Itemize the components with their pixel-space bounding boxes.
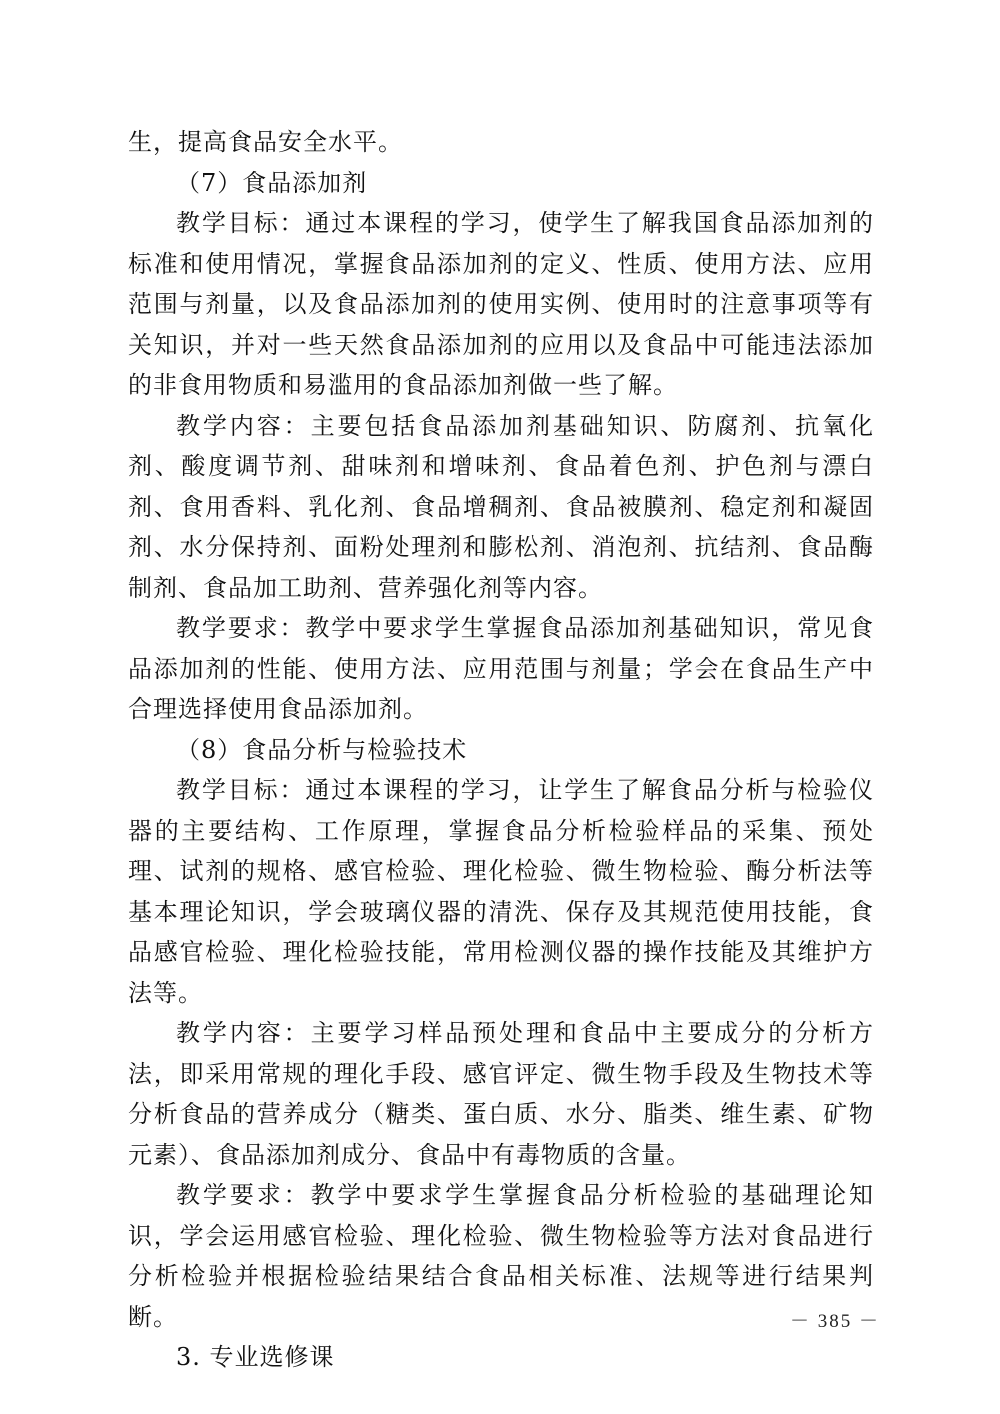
next-section-heading: 3. 专业选修课 (176, 1343, 335, 1371)
section-requirement-paragraph: 教学要求：教学中要求学生掌握食品添加剂基础知识，常见食品添加剂的性能、使用方法、应用范围与剂量；学会在食品生产中合理选择使用食品添加剂。 (128, 614, 874, 723)
section-goal-paragraph: 教学目标：通过本课程的学习，让学生了解食品分析与检验仪器的主要结构、工作原理，掌握食品分析检验样品的采集、预处理、试剂的规格、感官检验、理化检验、微生物检验、酶分析法等基本理论知识，学会玻璃仪器的清洗、保存及其规范使用技能，食品感官检验、理化检验技能，常用检测仪器的操作技能及其维护方法等。 (128, 776, 874, 1007)
section-content-paragraph: 教学内容：主要包括食品添加剂基础知识、防腐剂、抗氧化剂、酸度调节剂、甜味剂和增味剂、食品着色剂、护色剂与漂白剂、食用香料、乳化剂、食品增稠剂、食品被膜剂、稳定剂和凝固剂、水分保持剂、面粉处理剂和膨松剂、消泡剂、抗结剂、食品酶制剂、食品加工助剂、营养强化剂等内容。 (128, 411, 874, 602)
section-goal-paragraph: 教学目标：通过本课程的学习，使学生了解我国食品添加剂的标准和使用情况，掌握食品添加剂的定义、性质、使用方法、应用范围与剂量，以及食品添加剂的使用实例、使用时的注意事项等有关知识，并对一些天然食品添加剂的应用以及食品中可能违法添加的非食用物质和易滥用的食品添加剂做一些了解。 (128, 209, 874, 399)
section-heading-food-analysis: （8）食品分析与检验技术 (176, 735, 468, 764)
document-body (128, 122, 874, 1378)
lead-paragraph: 生，提高食品安全水平。 (128, 128, 403, 156)
page-number: － 385 － (790, 1311, 881, 1332)
section-heading-food-additives: （7）食品添加剂 (176, 168, 368, 197)
section-content-paragraph: 教学内容：主要学习样品预处理和食品中主要成分的分析方法，即采用常规的理化手段、感官评定、微生物手段及生物技术等分析食品的营养成分（糖类、蛋白质、水分、脂类、维生素、矿物元素）、食品添加剂成分、食品中有毒物质的含量。 (128, 1019, 874, 1169)
section-requirement-paragraph: 教学要求：教学中要求学生掌握食品分析检验的基础理论知识，学会运用感官检验、理化检验、微生物检验等方法对食品进行分析检验并根据检验结果结合食品相关标准、法规等进行结果判断。 (128, 1181, 874, 1331)
